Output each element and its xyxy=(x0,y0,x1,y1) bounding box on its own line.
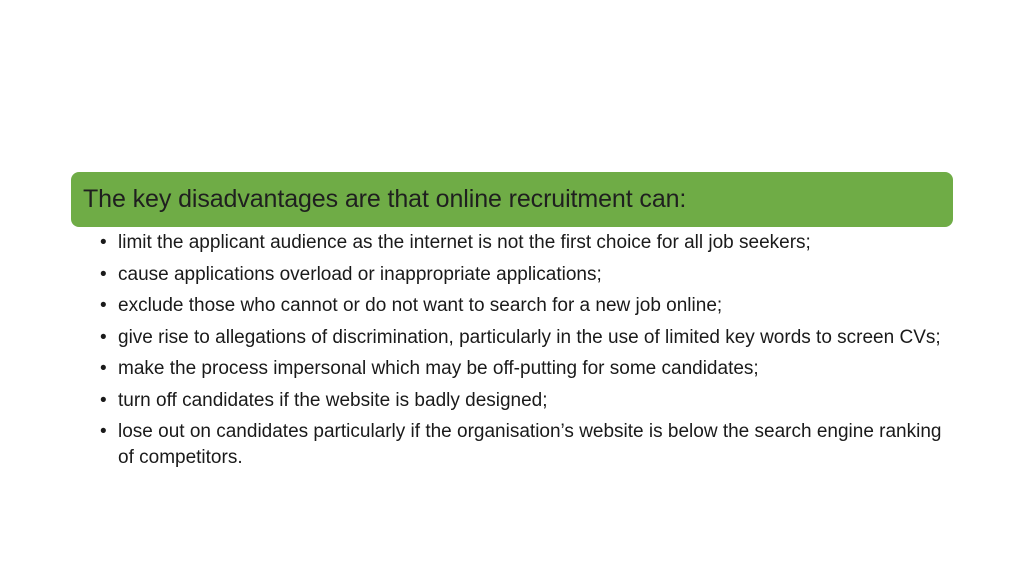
list-item-text: turn off candidates if the website is badly designed; xyxy=(118,389,548,411)
list-item xyxy=(100,356,950,382)
bullet-icon: • xyxy=(100,358,107,379)
list-item xyxy=(100,262,950,288)
list-item xyxy=(100,230,950,256)
list-item-text: exclude those who cannot or do not want to search for a new job online; xyxy=(118,295,723,316)
bullet-icon: • xyxy=(100,389,107,411)
bullet-icon: • xyxy=(100,421,107,442)
list-item xyxy=(100,325,950,351)
list-item xyxy=(100,293,950,319)
bullet-icon: • xyxy=(100,295,107,316)
bullet-icon: • xyxy=(100,232,107,253)
list-item-text: make the process impersonal which may be off-putting for some candidates; xyxy=(118,358,759,379)
list-item xyxy=(100,419,950,471)
list-item-text: lose out on candidates particularly if the organisation’s website is below the search engine ranking of competitors. xyxy=(118,421,942,468)
bullet-list xyxy=(100,230,950,477)
list-item-text: limit the applicant audience as the internet is not the first choice for all job seekers; xyxy=(118,232,811,253)
slide-heading: The key disadvantages are that online recruitment can: xyxy=(83,185,687,213)
list-item-text: cause applications overload or inappropriate applications; xyxy=(118,263,602,285)
bullet-icon: • xyxy=(100,326,107,348)
bullet-icon: • xyxy=(100,263,107,285)
heading-banner xyxy=(71,172,953,227)
list-item-text: give rise to allegations of discrimination, particularly in the use of limited key words to screen CVs; xyxy=(118,326,941,348)
list-item xyxy=(100,388,950,414)
